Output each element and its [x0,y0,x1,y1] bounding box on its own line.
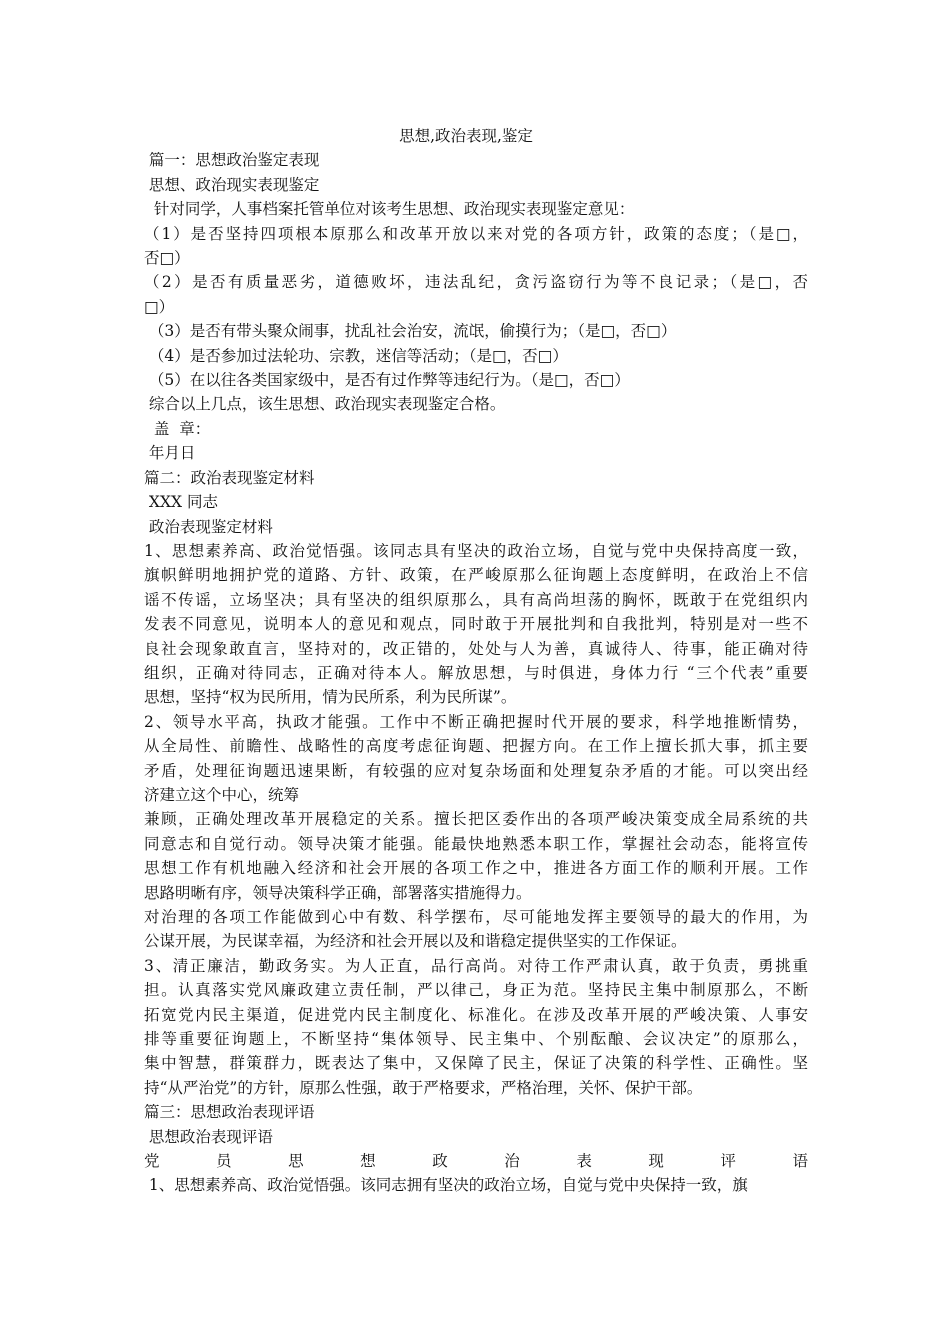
text-line: 思想政治表现评语 [144,1127,273,1146]
document-title: 思想,政治表现,鉴定 [399,127,533,145]
text-line: 篇三：思想政治表现评语 [144,1103,315,1122]
text-line: 排等重要征询题上，不断坚持“集体领导、民主集中、个别酝酿、会议决定”的原那么， [144,1030,808,1049]
text-line: 思想工作有机地融入经济和社会开展的各项工作之中，推进各方面工作的顺利开展。工作 [144,859,808,878]
text-line: 组织，正确对待同志，正确对待本人。解放思想，与时俱进，身体力行 “三个代表”重要 [144,663,808,682]
text-line: 集中智慧，群策群力，既表达了集中，又保障了民主，保证了决策的科学性、正确性。坚 [144,1054,808,1073]
text-line: 同意志和自觉行动。领导决策才能强。能最快地熟悉本职工作，掌握社会动态，能将宣传 [144,834,808,853]
text-line: 良社会现象敢直言，坚持对的，改正错的，处处与人为善，真诚待人、待事，能正确对待 [144,639,808,658]
text-line: 旗帜鲜明地拥护党的道路、方针、政策，在严峻原那么征询题上态度鲜明，在政治上不信 [144,566,808,585]
document-lines [144,148,808,1197]
text-line: 思想，坚持“权为民所用，情为民所系，利为民所谋”。 [144,688,517,707]
text-line: 思想、政治现实表现鉴定 [144,175,320,194]
text-line: □） [144,297,175,316]
text-line: 思路明晰有序，领导决策科学正确，部署落实措施得力。 [144,883,532,902]
text-line: 篇二：政治表现鉴定材料 [144,468,315,487]
text-line: 从全局性、前瞻性、战略性的高度考虑征询题、把握方向。在工作上擅长抓大事，抓主要 [144,737,808,756]
text-line: 3、清正廉洁，勤政务实。为人正直，品行高尚。对待工作严肃认真，敢于负责，勇挑重 [144,956,808,975]
text-line: （5）在以往各类国家级中，是否有过作弊等违纪行为。（是□，否□） [144,371,630,390]
text-line: 否□） [144,249,190,268]
text-line: 发表不同意见，说明本人的意见和观点，同时敢于开展批判和自我批判，特别是对一些不 [144,615,808,634]
text-line: 盖 章： [144,419,211,438]
text-line: 篇一：思想政治鉴定表现 [144,151,320,170]
text-line: 党员思想政治表现评语 [144,1152,808,1171]
text-line: XXX 同志 [144,493,218,512]
text-line: 谣不传谣，立场坚决；具有坚决的组织原那么，具有高尚坦荡的胸怀，既敢于在党组织内 [144,590,808,609]
text-line: 综合以上几点，该生思想、政治现实表现鉴定合格。 [144,395,506,414]
text-line: 济建立这个中心，统筹 [144,785,300,804]
document-body [144,124,808,1198]
text-line: 公谋开展，为民谋幸福，为经济和社会开展以及和谐稳定提供坚实的工作保证。 [144,932,687,951]
text-line: （2）是否有质量恶劣，道德败坏，违法乱纪，贪污盗窃行为等不良记录；（是□，否 [144,273,808,292]
text-line: （1）是否坚持四项根本原那么和改革开放以来对党的各项方针，政策的态度；（是□， [144,224,808,243]
text-line: 政治表现鉴定材料 [144,517,273,536]
text-line: 2、领导水平高，执政才能强。工作中不断正确把握时代开展的要求，科学地推断情势， [144,712,808,731]
text-line: （4）是否参加过法轮功、宗教，迷信等活动；（是□，否□） [144,346,568,365]
text-line: 兼顾，正确处理改革开展稳定的关系。擅长把区委作出的各项严峻决策变成全局系统的共 [144,810,808,829]
text-line: 1、思想素养高、政治觉悟强。该同志拥有坚决的政治立场，自觉与党中央保持一致，旗 [144,1176,748,1195]
text-line: 担。认真落实党风廉政建立责任制，严以律己，身正为范。坚持民主集中制原那么，不断 [144,981,808,1000]
text-line: 矛盾，处理征询题迅速果断，有较强的应对复杂场面和处理复杂矛盾的才能。可以突出经 [144,761,808,780]
text-line: 针对同学，人事档案托管单位对该考生思想、政治现实表现鉴定意见： [144,200,635,219]
text-line: 对治理的各项工作能做到心中有数、科学摆布，尽可能地发挥主要领导的最大的作用，为 [144,908,808,926]
text-line: 年月日 [144,444,196,463]
text-line: （3）是否有带头聚众闹事，扰乱社会治安，流氓，偷摸行为；（是□，否□） [144,322,677,341]
text-line: 拓宽党内民主渠道，促进党内民主制度化、标准化。在涉及改革开展的严峻决策、人事安 [144,1005,808,1024]
text-line: 持“从严治党”的方针，原那么性强，敢于严格要求，严格治理，关怀、保护干部。 [144,1078,703,1097]
text-line: 1、思想素养高、政治觉悟强。该同志具有坚决的政治立场，自觉与党中央保持高度一致， [144,541,808,560]
